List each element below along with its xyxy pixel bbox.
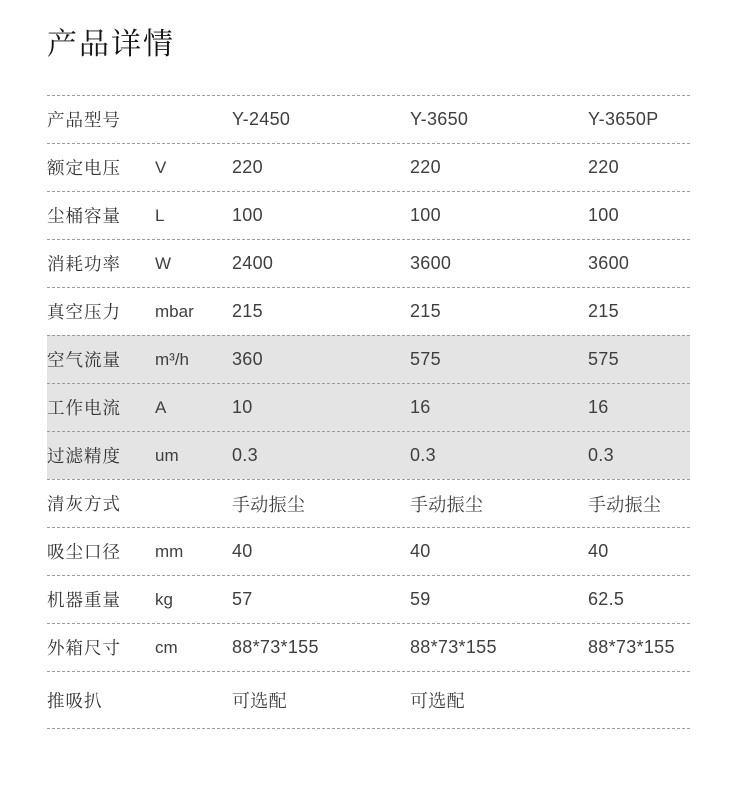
table-row <box>47 623 690 671</box>
spec-label: 尘桶容量 <box>47 206 121 226</box>
spec-unit: mbar <box>155 301 194 321</box>
spec-value-y2450: 215 <box>232 301 263 321</box>
spec-value-y3650: 100 <box>410 205 441 225</box>
spec-label: 额定电压 <box>47 158 121 178</box>
page-title: 产品详情 <box>47 28 175 61</box>
spec-unit: mm <box>155 541 184 561</box>
spec-table <box>47 95 690 729</box>
spec-value-y3650: 215 <box>410 301 441 321</box>
spec-unit: um <box>155 445 179 465</box>
spec-label: 机器重量 <box>47 590 121 610</box>
table-row <box>47 95 690 143</box>
spec-unit: m³/h <box>155 349 189 369</box>
spec-unit: cm <box>155 637 178 657</box>
spec-label: 空气流量 <box>47 350 121 370</box>
spec-value-y2450: 360 <box>232 349 263 369</box>
spec-value-y3650p: Y-3650P <box>588 109 659 129</box>
spec-value-y3650p: 16 <box>588 397 609 417</box>
spec-value-y3650p: 0.3 <box>588 445 614 465</box>
spec-value-y2450: 40 <box>232 541 253 561</box>
table-row <box>47 287 690 335</box>
table-row <box>47 575 690 623</box>
table-row <box>47 383 690 431</box>
spec-value-y3650: 0.3 <box>410 445 436 465</box>
table-row <box>47 191 690 239</box>
spec-unit: W <box>155 253 172 273</box>
spec-label: 真空压力 <box>47 302 121 322</box>
spec-unit: kg <box>155 589 173 609</box>
spec-label: 消耗功率 <box>47 254 121 274</box>
spec-label: 清灰方式 <box>47 494 121 514</box>
spec-label: 工作电流 <box>47 398 121 418</box>
table-row <box>47 239 690 287</box>
table-row <box>47 671 690 729</box>
spec-label: 过滤精度 <box>47 446 121 466</box>
spec-value-y2450: 100 <box>232 205 263 225</box>
spec-value-y2450: 88*73*155 <box>232 637 319 657</box>
table-row <box>47 527 690 575</box>
spec-value-y3650: 16 <box>410 397 431 417</box>
spec-unit: L <box>155 205 165 225</box>
spec-value-y3650: 40 <box>410 541 431 561</box>
spec-label: 外箱尺寸 <box>47 638 121 658</box>
spec-value-y3650p: 40 <box>588 541 609 561</box>
spec-value-y3650p: 手动振尘 <box>588 494 662 515</box>
spec-value-y3650: Y-3650 <box>410 109 469 129</box>
spec-value-y3650p: 3600 <box>588 253 630 273</box>
spec-label: 吸尘口径 <box>47 542 121 562</box>
spec-value-y2450: 220 <box>232 157 263 177</box>
spec-value-y3650: 手动振尘 <box>410 494 484 515</box>
spec-value-y3650: 可选配 <box>410 691 465 711</box>
spec-value-y3650p: 100 <box>588 205 619 225</box>
spec-value-y3650p: 575 <box>588 349 619 369</box>
spec-label: 产品型号 <box>47 110 121 130</box>
spec-value-y3650p: 220 <box>588 157 619 177</box>
spec-value-y3650: 220 <box>410 157 441 177</box>
spec-value-y3650: 3600 <box>410 253 452 273</box>
spec-value-y2450: 10 <box>232 397 253 417</box>
spec-value-y3650p: 215 <box>588 301 619 321</box>
table-row <box>47 431 690 479</box>
spec-unit: V <box>155 157 167 177</box>
spec-value-y2450: 可选配 <box>232 691 287 711</box>
spec-value-y3650: 88*73*155 <box>410 637 497 657</box>
spec-value-y3650: 575 <box>410 349 441 369</box>
spec-value-y3650p: 88*73*155 <box>588 637 675 657</box>
spec-value-y2450: Y-2450 <box>232 109 291 129</box>
table-row <box>47 335 690 383</box>
spec-value-y2450: 手动振尘 <box>232 494 306 515</box>
spec-value-y3650: 59 <box>410 589 431 609</box>
spec-value-y3650p: 62.5 <box>588 589 625 609</box>
spec-unit: A <box>155 397 167 417</box>
table-row <box>47 143 690 191</box>
table-row <box>47 479 690 527</box>
spec-label: 推吸扒 <box>47 690 103 711</box>
spec-value-y2450: 57 <box>232 589 253 609</box>
spec-value-y2450: 0.3 <box>232 445 258 465</box>
spec-value-y2450: 2400 <box>232 253 274 273</box>
